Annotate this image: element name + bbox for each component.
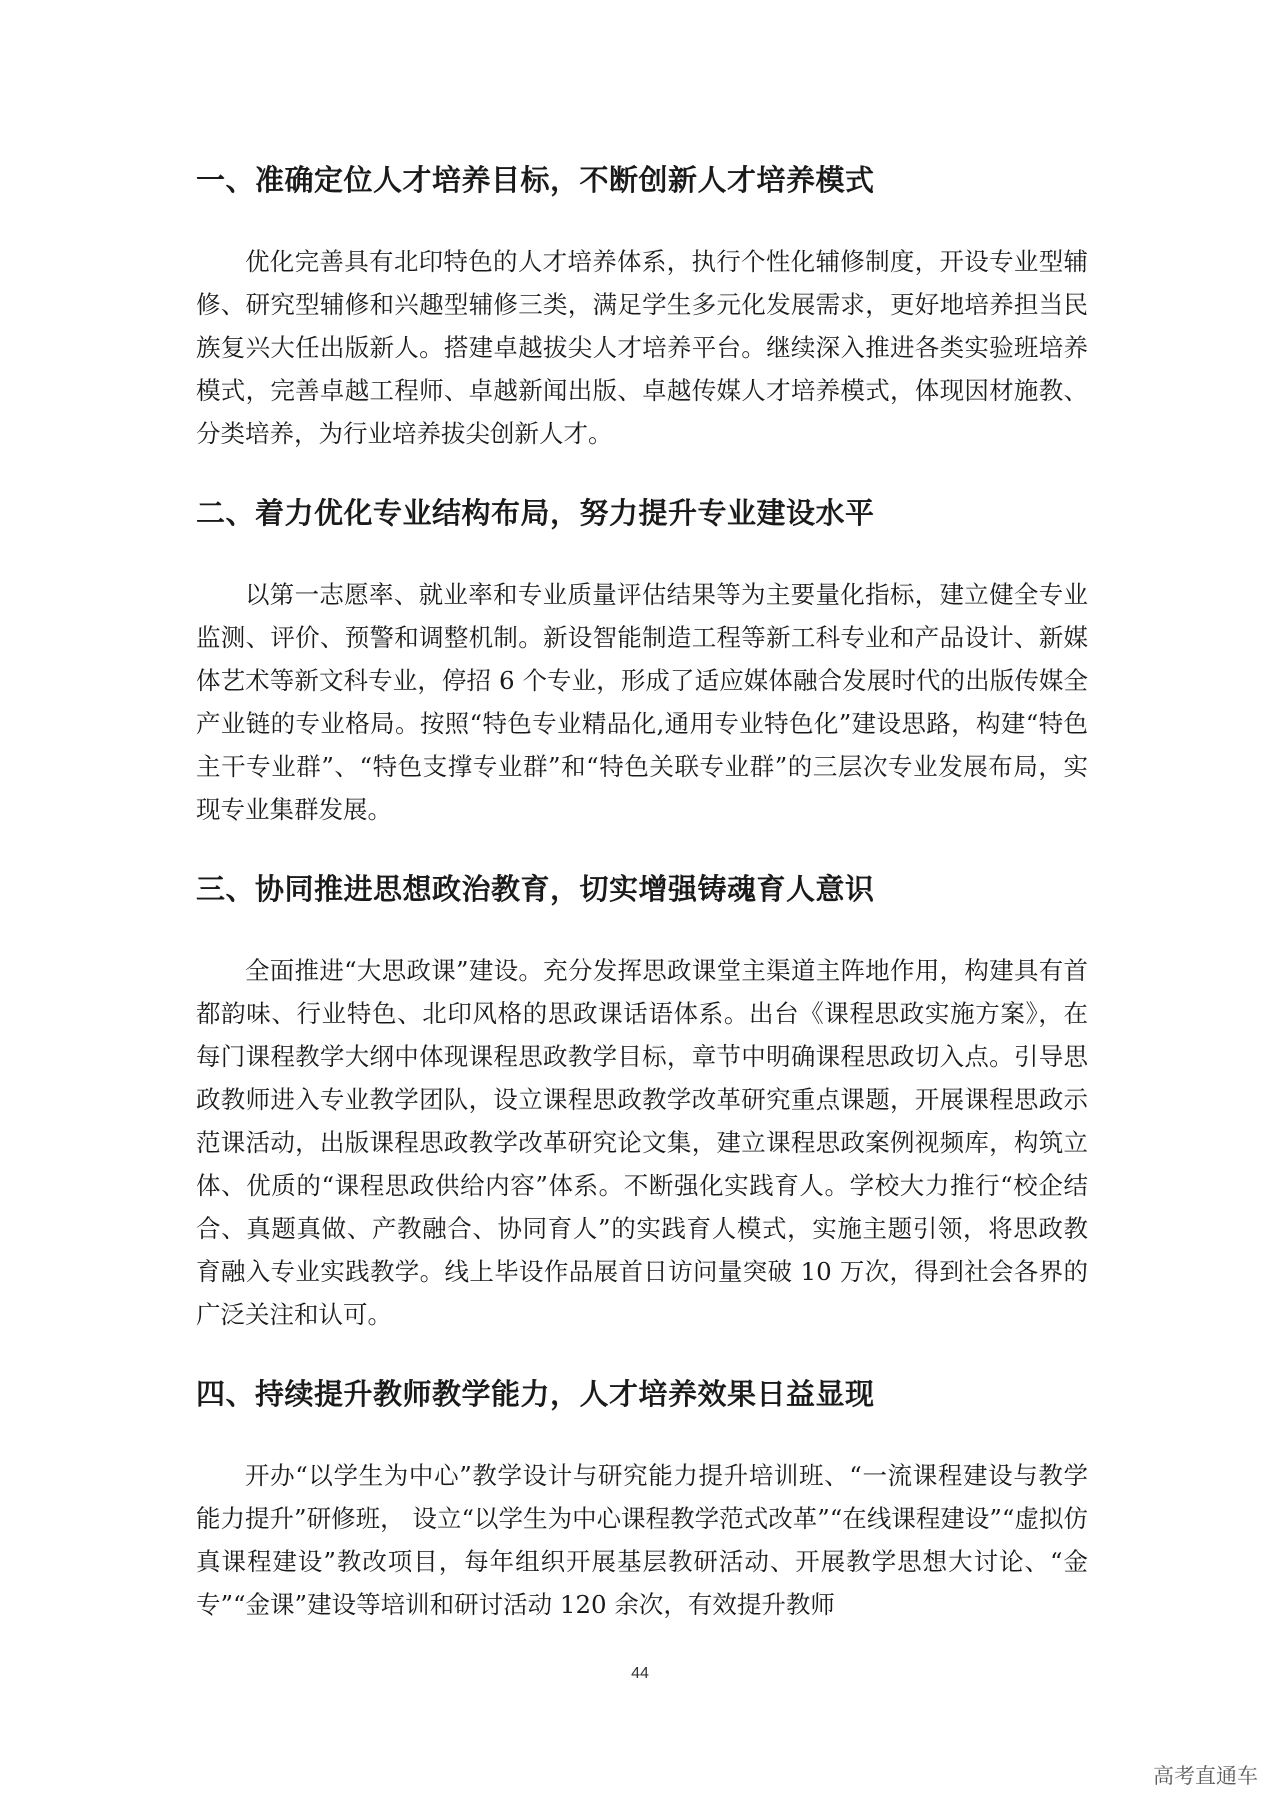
section-1	[196, 160, 1088, 455]
section-paragraph: 开办“以学生为中心”教学设计与研究能力提升培训班、“一流课程建设与教学能力提升”研修班， 设立“以学生为中心课程教学范式改革”“在线课程建设”“虚拟仿真课程建设”教改项目，每年组织开展基层教研活动、开展教学思想大讨论、“金专”“金课”建设等培训和研讨活动 120 余次，有效提升教师	[196, 1461, 1088, 1619]
section-paragraph: 以第一志愿率、就业率和专业质量评估结果等为主要量化指标，建立健全专业监测、评价、预警和调整机制。新设智能制造工程等新工科专业和产品设计、新媒体艺术等新文科专业，停招 6 个专业，形成了适应媒体融合发展时代的出版传媒全产业链的专业格局。按照“特色专业精品化,通用专业特色化”建设思路，构建“特色主干专业群”、“特色支撑专业群”和“特色关联专业群”的三层次专业发展布局，实现专业集群发展。	[196, 580, 1088, 824]
section-heading: 四、持续提升教师教学能力，人才培养效果日益显现	[196, 1377, 875, 1411]
section-heading: 二、着力优化专业结构布局，努力提升专业建设水平	[196, 496, 875, 530]
section-3	[196, 869, 1088, 1336]
section-2	[196, 493, 1088, 831]
watermark-text: 高考直通车	[1153, 1764, 1258, 1788]
section-paragraph: 全面推进“大思政课”建设。充分发挥思政课堂主渠道主阵地作用，构建具有首都韵味、行业特色、北印风格的思政课话语体系。出台《课程思政实施方案》，在每门课程教学大纲中体现课程思政教学目标，章节中明确课程思政切入点。引导思政教师进入专业教学团队，设立课程思政教学改革研究重点课题，开展课程思政示范课活动，出版课程思政教学改革研究论文集，建立课程思政案例视频库，构筑立体、优质的“课程思政供给内容”体系。不断强化实践育人。学校大力推行“校企结合、真题真做、产教融合、协同育人”的实践育人模式，实施主题引领，将思政教育融入专业实践教学。线上毕设作品展首日访问量突破 10 万次，得到社会各界的广泛关注和认可。	[196, 956, 1088, 1329]
section-heading: 三、协同推进思想政治教育，切实增强铸魂育人意识	[196, 872, 875, 906]
section-heading: 一、准确定位人才培养目标，不断创新人才培养模式	[196, 163, 875, 197]
document-content	[196, 160, 1088, 1664]
page-number: 44	[631, 1665, 649, 1682]
section-paragraph: 优化完善具有北印特色的人才培养体系，执行个性化辅修制度，开设专业型辅修、研究型辅修和兴趣型辅修三类，满足学生多元化发展需求，更好地培养担当民族复兴大任出版新人。搭建卓越拔尖人才培养平台。继续深入推进各类实验班培养模式，完善卓越工程师、卓越新闻出版、卓越传媒人才培养模式，体现因材施教、分类培养，为行业培养拔尖创新人才。	[196, 247, 1088, 448]
section-4	[196, 1374, 1088, 1626]
